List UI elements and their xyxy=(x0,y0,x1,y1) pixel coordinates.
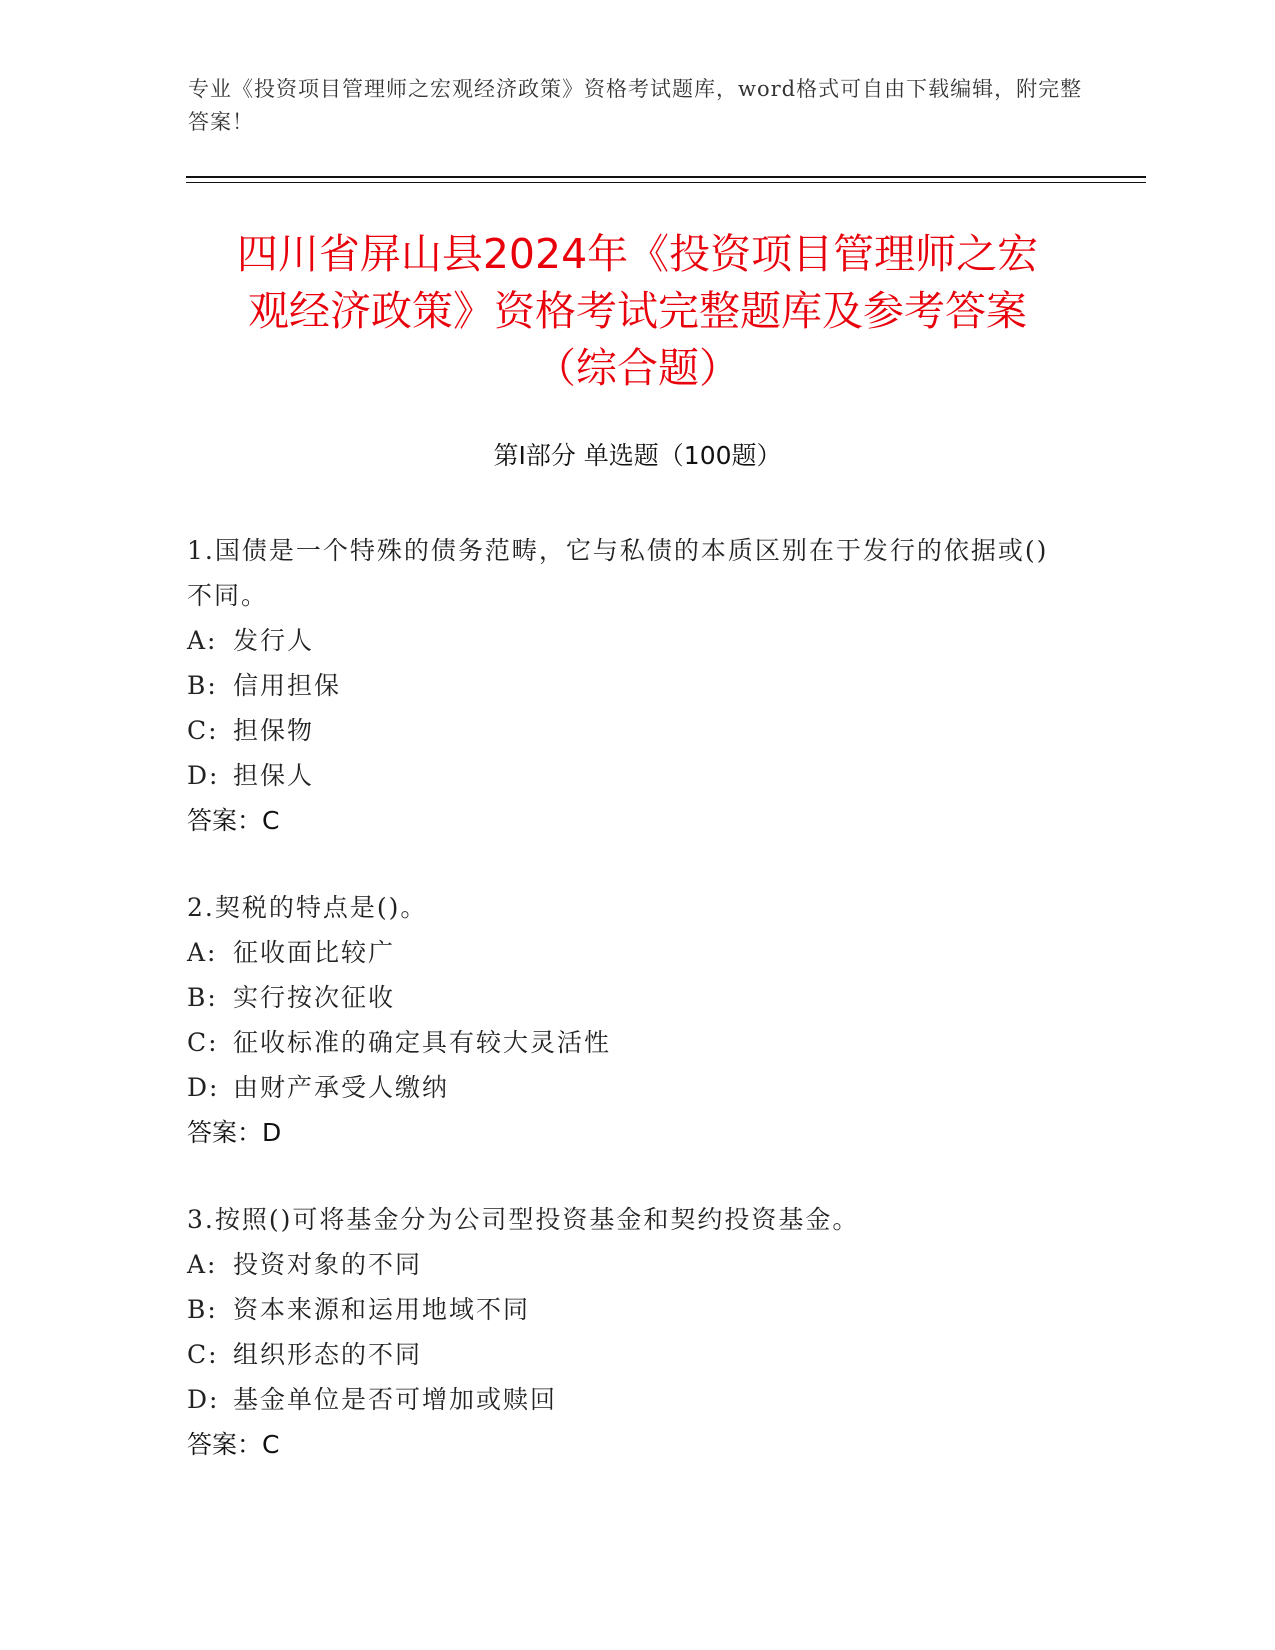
option-letter: B: xyxy=(187,983,218,1012)
question-stem: 3.按照()可将基金分为公司型投资基金和契约投资基金。 xyxy=(187,1205,860,1234)
option-text: 发行人 xyxy=(233,626,315,655)
option-letter: C: xyxy=(187,1340,219,1369)
option-b xyxy=(187,975,1067,1020)
title-line-2: 观经济政策》资格考试完整题库及参考答案 xyxy=(248,287,1027,335)
option-text: 资本来源和运用地域不同 xyxy=(233,1295,531,1324)
question-stem: 2.契税的特点是()。 xyxy=(187,893,428,922)
option-letter: C: xyxy=(187,716,219,745)
option-text: 信用担保 xyxy=(233,671,342,700)
option-a xyxy=(187,1242,1067,1287)
title-line-3: （综合题） xyxy=(535,344,740,392)
option-text: 担保物 xyxy=(233,716,315,745)
header-rule-thick xyxy=(186,176,1146,178)
question-stem: 1.国债是一个特殊的债务范畴，它与私债的本质区别在于发行的依据或()不同。 xyxy=(187,536,1049,610)
option-letter: B: xyxy=(187,671,218,700)
option-letter: A: xyxy=(187,626,218,655)
option-letter: B: xyxy=(187,1295,218,1324)
option-d xyxy=(187,1377,1067,1422)
option-d xyxy=(187,753,1067,798)
header-note: 专业《投资项目管理师之宏观经济政策》资格考试题库，word格式可自由下载编辑，附完整答案！ xyxy=(188,77,1083,134)
question-1 xyxy=(187,528,1067,843)
option-c xyxy=(187,1020,1067,1065)
option-d xyxy=(187,1065,1067,1110)
option-letter: C: xyxy=(187,1028,219,1057)
option-letter: D: xyxy=(187,1073,220,1102)
answer: 答案：D xyxy=(187,1118,282,1147)
option-text: 组织形态的不同 xyxy=(233,1340,423,1369)
document-title xyxy=(150,226,1125,397)
option-letter: A: xyxy=(187,938,218,967)
option-a xyxy=(187,930,1067,975)
option-c xyxy=(187,708,1067,753)
option-text: 实行按次征收 xyxy=(233,983,396,1012)
question-2 xyxy=(187,885,1067,1155)
section-heading: 第Ⅰ部分 单选题（100题） xyxy=(493,441,782,470)
option-b xyxy=(187,663,1067,708)
option-text: 基金单位是否可增加或赎回 xyxy=(233,1385,558,1414)
option-text: 征收面比较广 xyxy=(233,938,396,967)
option-letter: D: xyxy=(187,1385,220,1414)
title-line-1: 四川省屏山县2024年《投资项目管理师之宏 xyxy=(236,230,1039,278)
option-text: 投资对象的不同 xyxy=(233,1250,423,1279)
option-text: 征收标准的确定具有较大灵活性 xyxy=(233,1028,612,1057)
option-a xyxy=(187,618,1067,663)
header-rule-thin xyxy=(186,182,1146,183)
answer: 答案：C xyxy=(187,1430,280,1459)
question-3 xyxy=(187,1197,1067,1467)
option-letter: A: xyxy=(187,1250,218,1279)
answer: 答案：C xyxy=(187,806,280,835)
option-b xyxy=(187,1287,1067,1332)
question-list xyxy=(187,528,1067,1509)
option-text: 由财产承受人缴纳 xyxy=(233,1073,450,1102)
option-c xyxy=(187,1332,1067,1377)
option-text: 担保人 xyxy=(233,761,315,790)
option-letter: D: xyxy=(187,761,220,790)
